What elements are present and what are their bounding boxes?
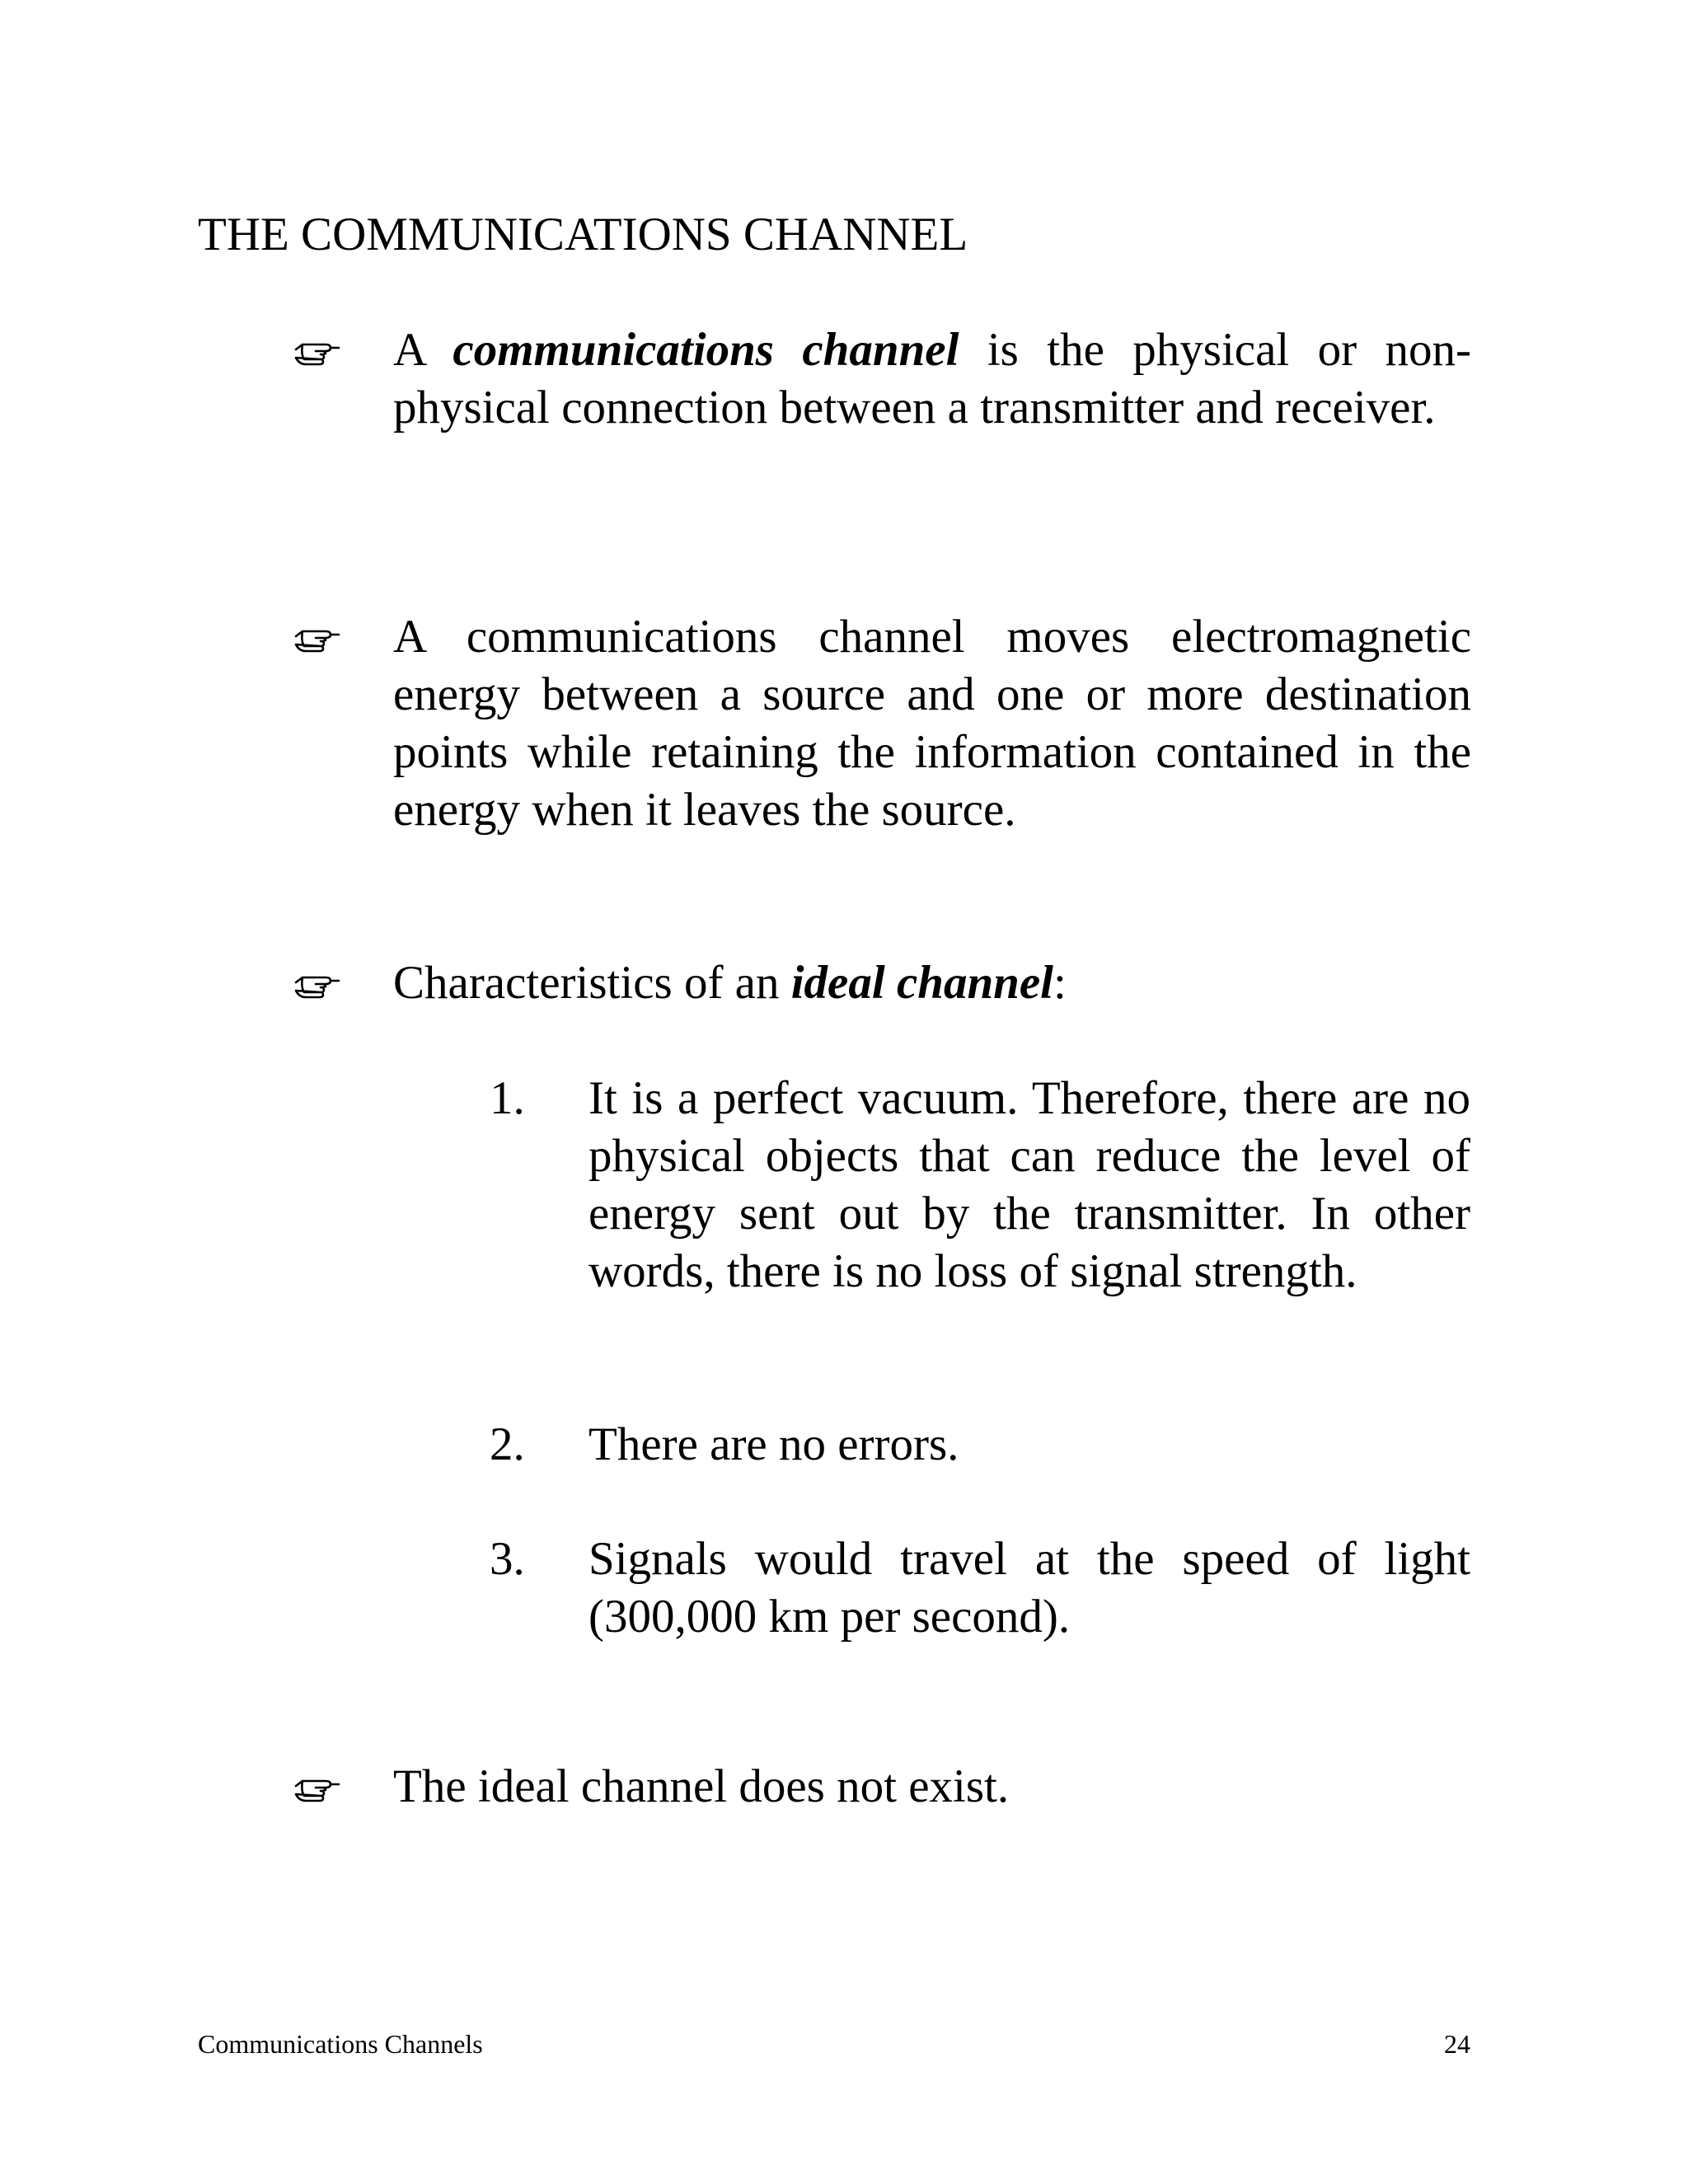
bullet-text: A communications channel moves electromagnetic energy between a source and one or more destination points while retaining the information contained in the energy when it leaves the source.	[393, 611, 1471, 836]
emphasis-term: ideal channel	[790, 957, 1053, 1009]
pointing-hand-icon	[293, 959, 342, 1001]
pointing-hand-icon	[293, 1763, 342, 1804]
list-number: 1.	[490, 1072, 525, 1124]
list-number: 2.	[490, 1418, 525, 1470]
list-text: There are no errors.	[588, 1418, 959, 1470]
bullet-text: A communications channel is the physical or non-physical connection between a transmitter and receiver.	[393, 324, 1471, 434]
footer-section-title: Communications Channels	[198, 2029, 483, 2059]
list-text: It is a perfect vacuum. Therefore, there are no physical objects that can reduce the level of energy sent out by the transmitter. In other words, there is no loss of signal strength.	[588, 1072, 1470, 1297]
pointing-hand-icon	[293, 326, 342, 368]
bullet-text: The ideal channel does not exist.	[393, 1760, 1010, 1812]
footer-page-number: 24	[1444, 2029, 1470, 2059]
list-text: Signals would travel at the speed of light (300,000 km per second).	[588, 1533, 1470, 1643]
bullet-text: Characteristics of an ideal channel:	[393, 957, 1067, 1009]
list-number: 3.	[490, 1533, 525, 1585]
pointing-hand-icon	[293, 613, 342, 654]
emphasis-term: communications channel	[452, 324, 959, 376]
page-title: THE COMMUNICATIONS CHANNEL	[198, 209, 968, 260]
